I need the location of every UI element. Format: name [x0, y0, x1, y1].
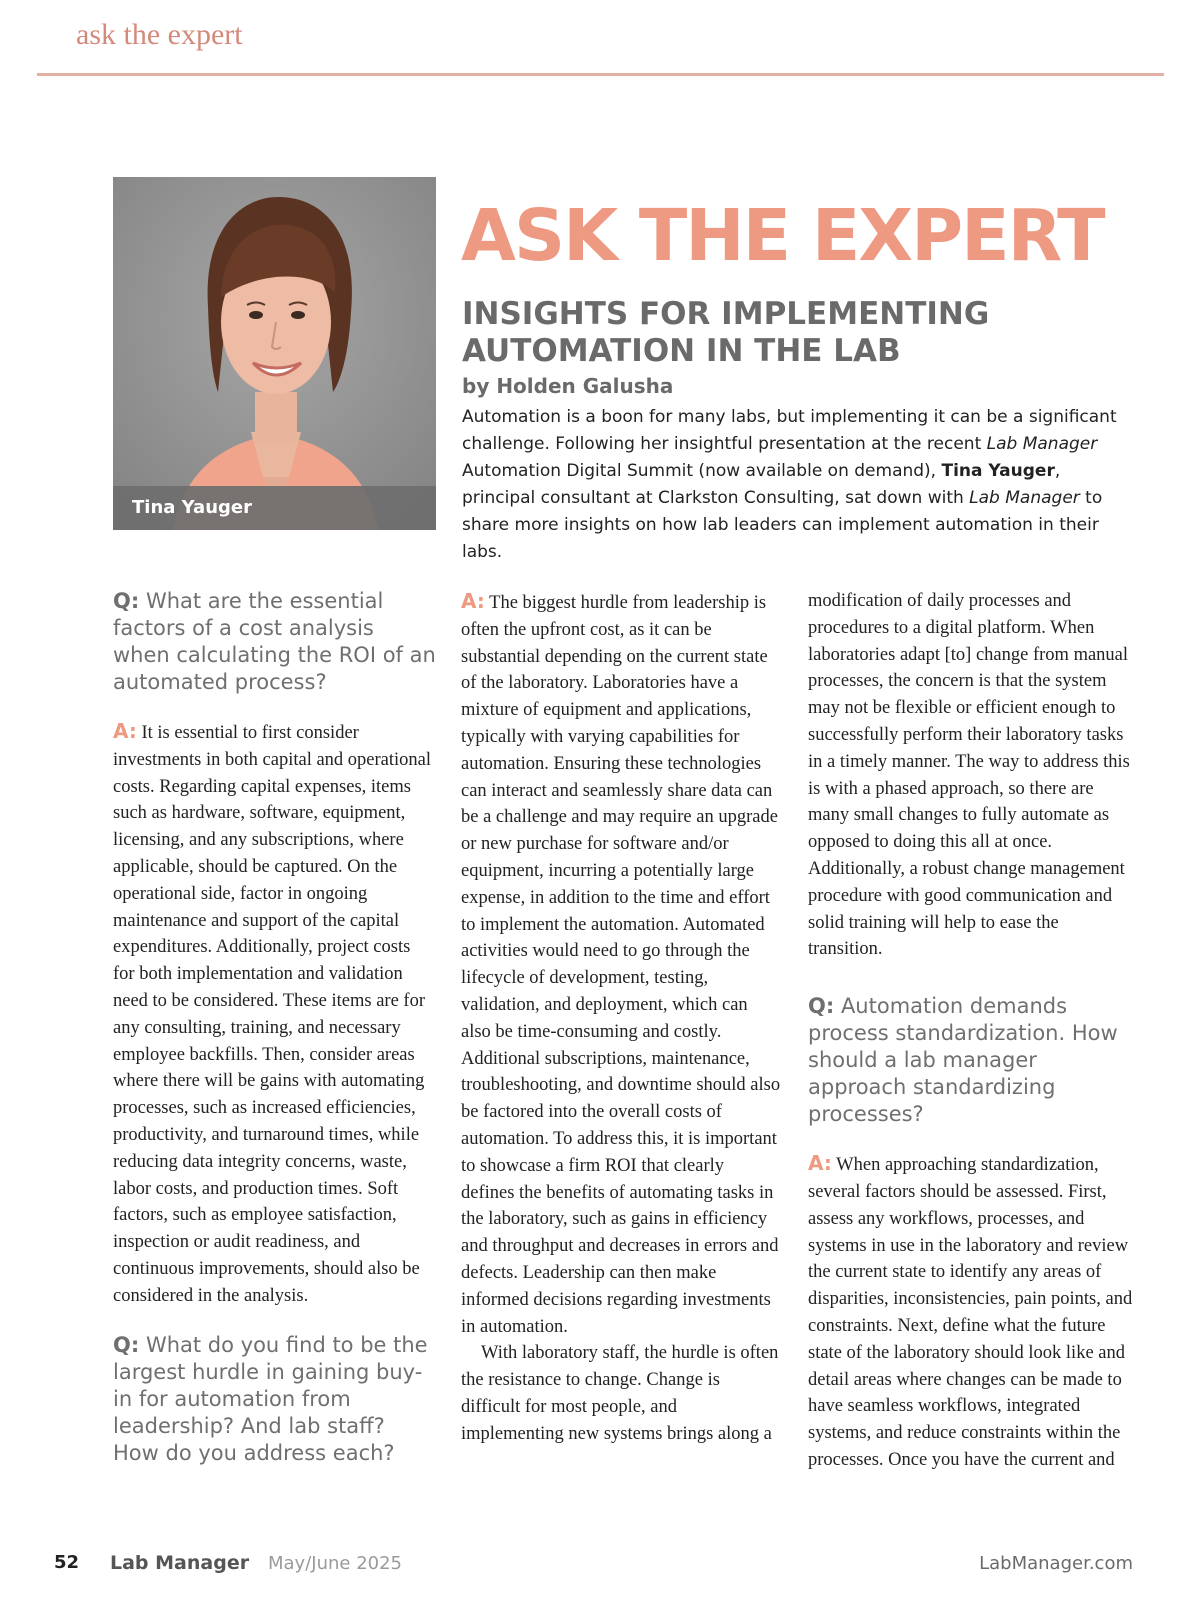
issue-date: May/June 2025 [268, 1553, 403, 1574]
answer-3-text: When approaching standardization, several factors should be assessed. First, assess any workflows, processes, and systems in use in the laboratory and review the current state to identify any areas of disparities, inconsistencies, pain points, and constraints. Next, define what the future state of the laboratory should look like and detail areas where changes can be made to have seamless workflows, integrated systems, and reduce constraints within the processes. Once you have the current and [808, 1155, 1133, 1470]
column-1 [113, 588, 436, 1489]
q-label: Q: [113, 589, 140, 613]
question-3 [808, 993, 1135, 1128]
a-label: A: [808, 1151, 832, 1176]
running-head: ask the expert [76, 18, 243, 51]
article-title: ASK THE EXPERT [461, 194, 1104, 277]
question-3-text: Automation demands process standardization. How should a lab manager approach standardizing processes? [808, 994, 1118, 1127]
answer-2-paragraph-2 [461, 1340, 781, 1447]
page-footer [0, 1552, 1200, 1582]
answer-2-text-2: With laboratory staff, the hurdle is often the resistance to change. Change is difficult for most people, and implementing new systems brings along a [461, 1343, 779, 1444]
answer-1 [113, 718, 436, 1310]
column-3-continuation [808, 588, 1135, 985]
header-rule [37, 73, 1164, 76]
magazine-name: Lab Manager [110, 1552, 250, 1574]
question-2-text: What do you find to be the largest hurdle in gaining buy-in for automation from leadership? And lab staff? How do you address each? [113, 1332, 428, 1465]
intro-text-3: , principal consultant at Clarkston Consulting, sat down with [462, 461, 1061, 508]
photo-caption-bar [113, 486, 436, 530]
answer-3 [808, 1150, 1135, 1474]
question-1 [113, 588, 436, 696]
article-subtitle [462, 296, 1102, 370]
intro-text-1: Automation is a boon for many labs, but implementing it can be a significant challenge. Following her insightful presentation at the recent [462, 407, 1117, 454]
subtitle-line-1: INSIGHTS FOR IMPLEMENTING [462, 296, 990, 332]
question-1-text: What are the essential factors of a cost analysis when calculating the ROI of an automated process? [113, 589, 436, 694]
answer-2-text-1: The biggest hurdle from leadership is often the upfront cost, as it can be substantial depending on the current state of the laboratory. Laboratories have a mixture of equipment and applications, typically with varying capabilities for automation. Ensuring these technologies can interact and seamlessly share data can be a challenge and may require an upgrade or new purchase for software and/or equipment, incurring a potentially large expense, in addition to the time and effort to implement the automation. Automated activities would need to go through the lifecycle of development, testing, validation, and deployment, which can also be time-consuming and costly. Additional subscriptions, maintenance, troubleshooting, and downtime should also be factored into the overall costs of automation. To address this, it is important to showcase a firm ROI that clearly defines the benefits of automating tasks in the laboratory, such as gains in efficiency and throughput and decreases in errors and defects. Leadership can then make informed decisions regarding investments in automation. [461, 593, 781, 1337]
q-label: Q: [113, 1332, 140, 1357]
photo-caption: Tina Yauger [132, 497, 252, 518]
intro-paragraph [462, 404, 1132, 566]
subtitle-line-2: AUTOMATION IN THE LAB [462, 333, 901, 369]
intro-italic-2: Lab Manager [969, 488, 1080, 508]
intro-text-2: Automation Digital Summit (now available on demand), [462, 461, 942, 481]
answer-2-paragraph-1 [461, 588, 781, 1340]
intro-text-4: to share more insights on how lab leaders can implement automation in their labs. [462, 488, 1103, 562]
a-label: A: [113, 719, 137, 743]
answer-2-continued: modification of daily processes and procedures to a digital platform. When laboratories adapt [to] change from manual processes, the concern is that the system may not be flexible or efficient enough to successfully perform their laboratory tasks in a timely manner. The way to address this is with a phased approach, so there are many small changes to fully automate as opposed to doing this all at once. Additionally, a robust change management procedure with good communication and solid training will help to ease the transition. [808, 591, 1130, 960]
portrait-photo [113, 177, 436, 530]
column-2 [461, 588, 781, 1448]
website-link[interactable]: LabManager.com [979, 1553, 1133, 1574]
portrait-illustration [113, 177, 436, 530]
byline: by Holden Galusha [462, 374, 674, 398]
question-2 [113, 1332, 436, 1467]
a-label: A: [461, 589, 485, 613]
intro-italic-1: Lab Manager [986, 434, 1098, 454]
column-3 [808, 993, 1135, 1474]
intro-bold-name: Tina Yauger [941, 461, 1055, 481]
page-number: 52 [54, 1552, 80, 1573]
q-label: Q: [808, 994, 835, 1019]
answer-1-text: It is essential to first consider investments in both capital and operational costs. Regarding capital expenses, items such as hardware, software, equipment, licensing, and any subscriptions, where applicable, should be captured. On the operational side, factor in ongoing maintenance and support of the capital expenditures. Additionally, project costs for both implementation and validation need to be considered. These items are for any consulting, training, and necessary employee backfills. Then, consider areas where there will be gains with automating processes, such as increased efficiencies, productivity, and turnaround times, while reducing data integrity concerns, waste, labor costs, and production times. Soft factors, such as employee satisfaction, inspection or audit readiness, and continuous improvements, should also be considered in the analysis. [113, 723, 432, 1306]
